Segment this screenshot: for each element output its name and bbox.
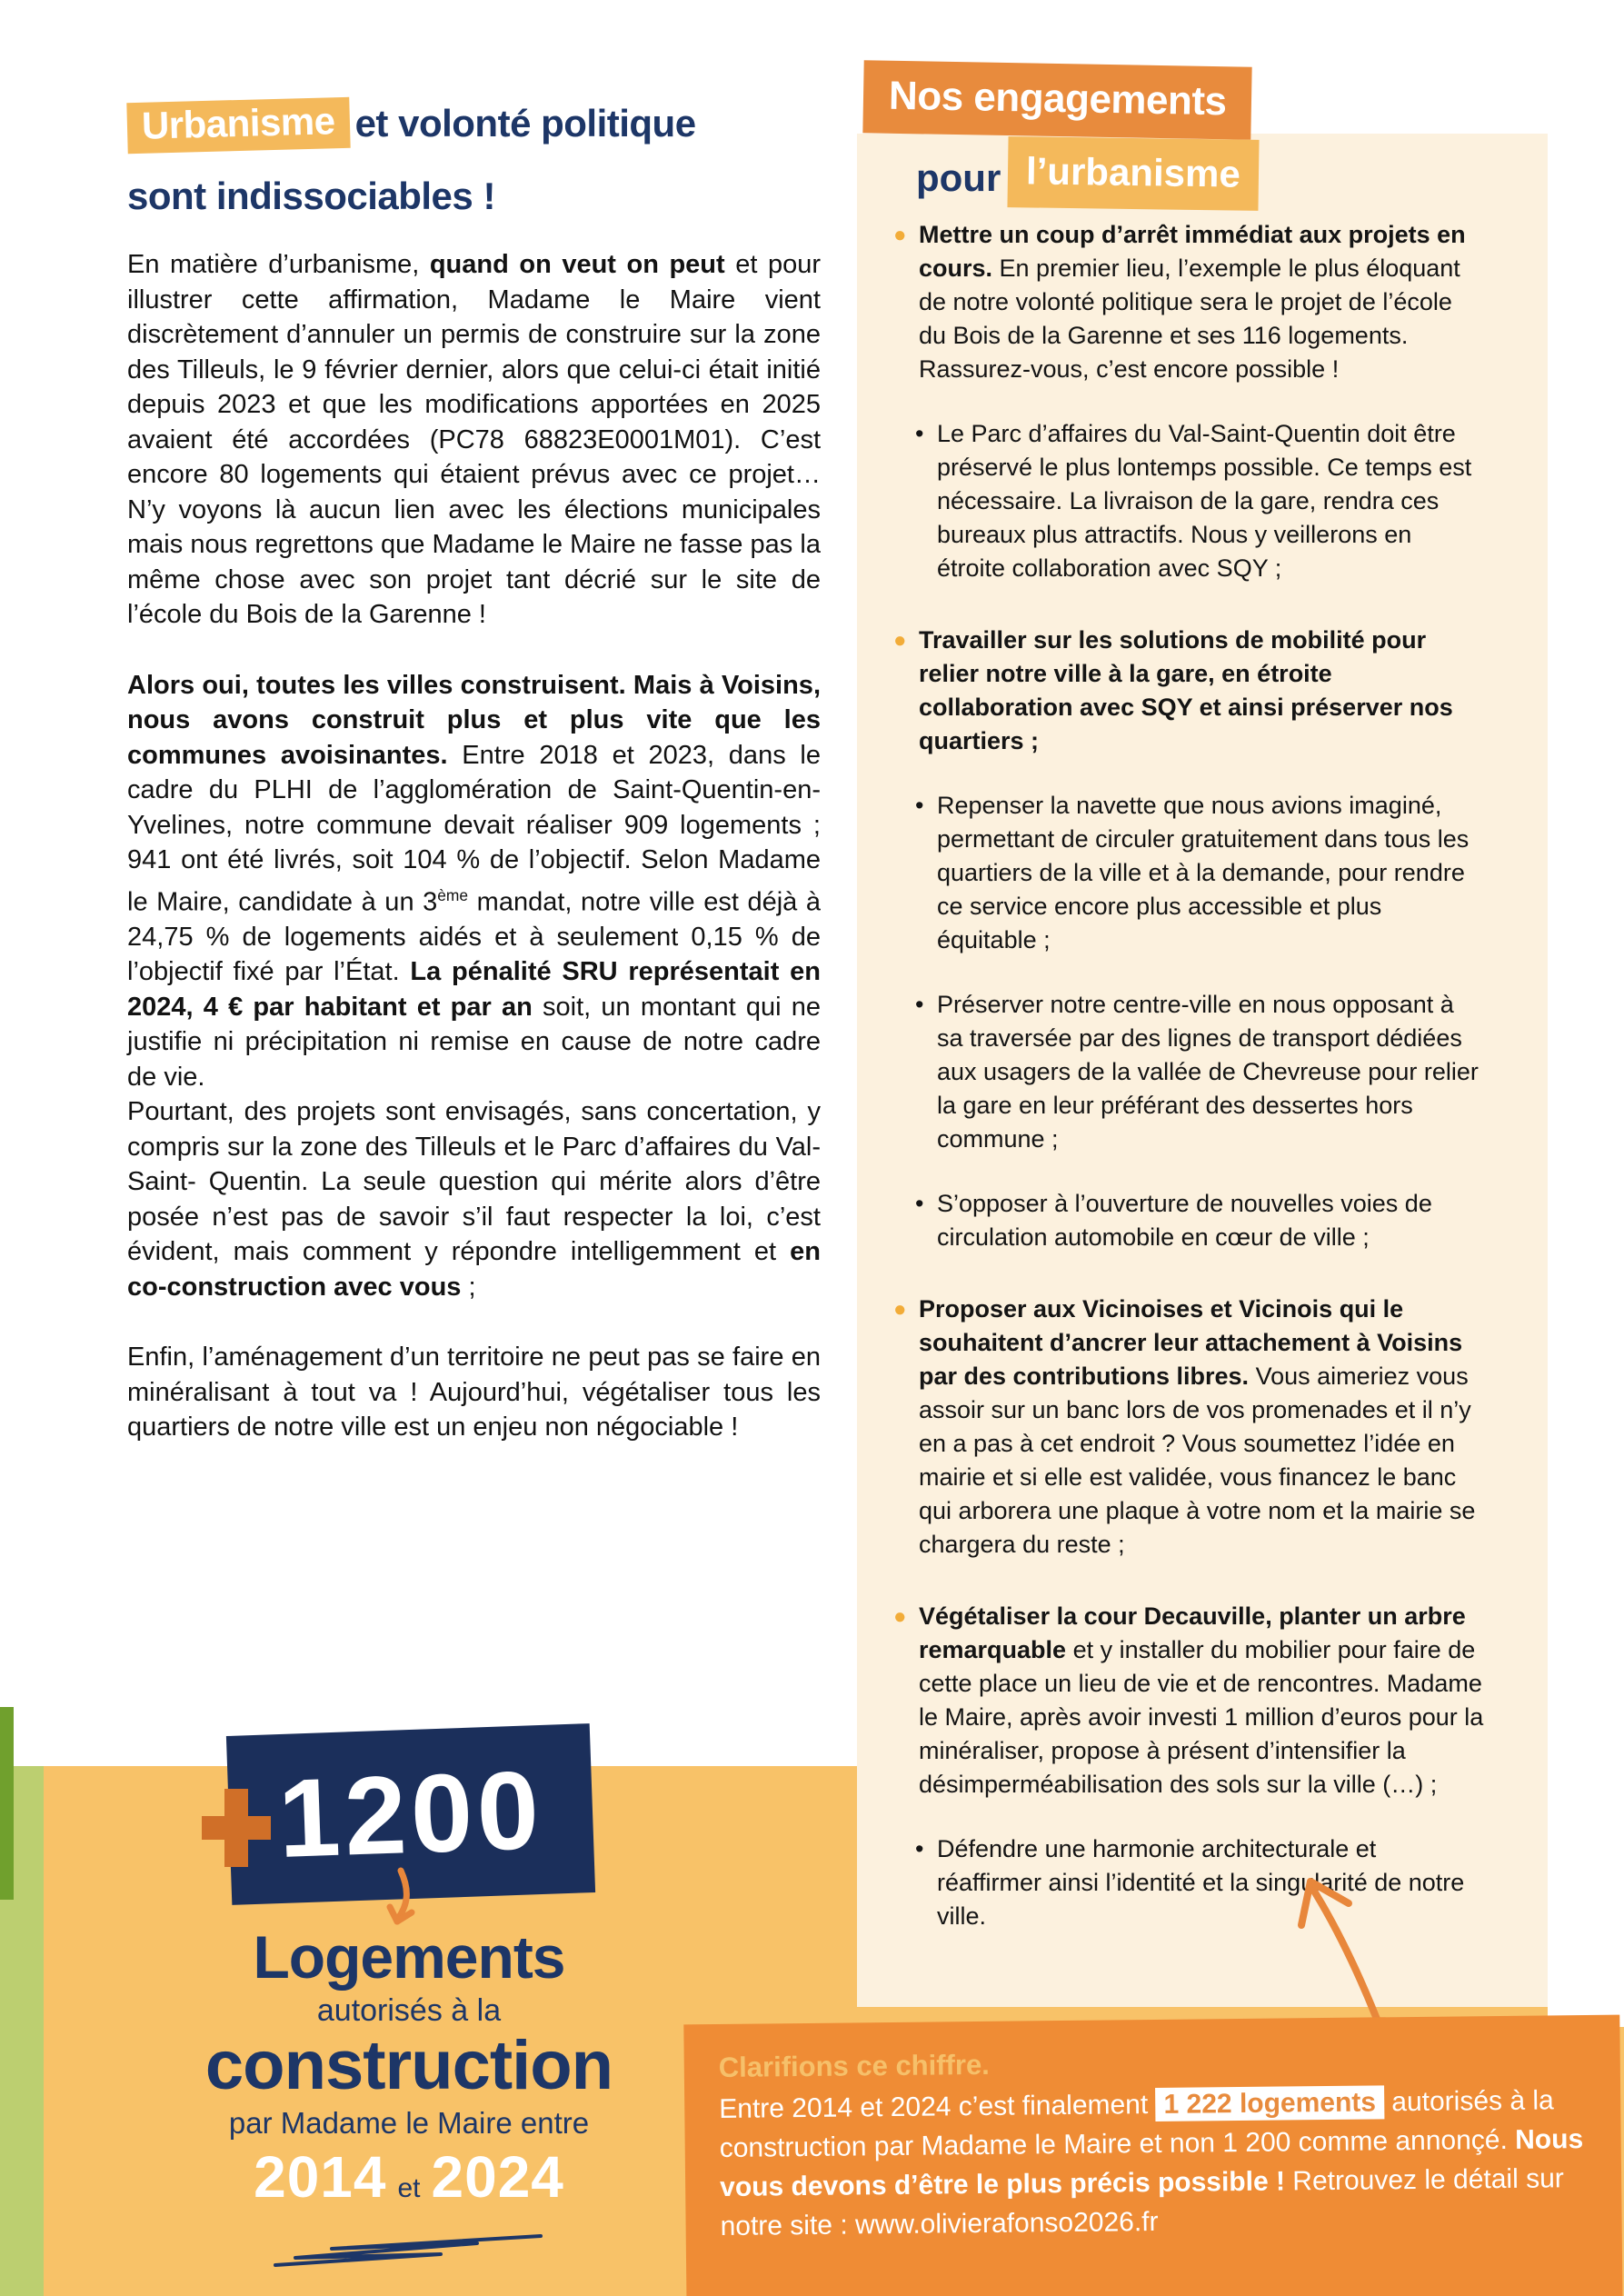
main-article (127, 87, 821, 1445)
text-run: Mettre un coup d’arrêt immédiat aux projets en cours. (919, 221, 1466, 282)
text-run: Entre 2018 et 2023, dans le cadre du PLHI de l’agglomération de Saint-Quentin-en-Yvelines, notre commune devait réaliser 909 logements ; 941 ont été livrés, soit 104 % de l’objectif. Selon Madame le Maire, candidate à un 3 (127, 740, 821, 917)
engagements-subtitle-highlight: l’urbanisme (1008, 136, 1260, 211)
bullet-icon: ● (893, 1604, 907, 1629)
text-run: ème (437, 885, 469, 904)
text-run: Enfin, l’aménagement d’un territoire ne peut pas se faire en minéralisant à tout va ! Aujourd’hui, végétaliser tous les quartiers de notre ville est un enjeu non négociable ! (127, 1343, 821, 1442)
engagement-item (895, 624, 1486, 758)
engagement-text (919, 221, 1466, 383)
text-run: La pénalité SRU représentait en 2024, 4 € par habitant et par an (127, 957, 821, 1022)
engagement-item (895, 1187, 1486, 1254)
text-run: en co-construction avec vous (127, 1237, 821, 1302)
stat-year-connector: et (397, 2173, 421, 2203)
text-run: Défendre une harmonie architecturale et réaffirmer ainsi l’identité et la singularité de notre ville. (937, 1835, 1465, 1930)
stat-years (109, 2145, 709, 2225)
stat-caption (109, 1925, 709, 2274)
text-run: Travailler sur les solutions de mobilité pour relier notre ville à la gare, en étroite collaboration avec SQY et ainsi préserver nos quartiers ; (919, 626, 1453, 754)
text-run: En premier lieu, l’exemple le plus éloquant de notre volonté politique sera le projet de l’école du Bois de la Garenne et ses 116 logements. Rassurez-vous, c’est encore possible ! (919, 255, 1460, 383)
engagement-text (937, 420, 1471, 582)
engagement-item (895, 789, 1486, 957)
dot-icon: • (915, 991, 924, 1018)
dot-icon: • (915, 792, 924, 819)
text-run: Retrouvez le détail sur notre site : www.olivierafonso2026.fr (720, 2163, 1564, 2241)
engagement-text (937, 991, 1479, 1153)
page-title (127, 87, 821, 233)
dot-icon: • (915, 1190, 924, 1217)
stat-year-start: 2014 (254, 2144, 387, 2210)
text-run: et pour illustrer cette affirmation, Madame le Maire vient discrètement d’annuler un permis de construire sur la zone des Tilleuls, le 9 février dernier, alors que celui-ci était initié depuis 2023 et que les modifications apportées en 2025 avaient été accordées (PC78 68823E0001M01). C’est encore 80 logements qui étaient prévus avec ce projet… N’y voyons là aucun lien avec les élections municipales mais nous regrettons que Madame le Maire ne fasse pas la même chose avec son projet tant décrié sur le site de l’école du Bois de la Garenne ! (127, 250, 821, 629)
stat-label-autorises: autorisés à la (316, 1993, 502, 2028)
engagement-text (919, 1295, 1475, 1558)
arrow-down-icon (386, 1867, 426, 1932)
engagement-text (937, 792, 1469, 953)
text-run: Le Parc d’affaires du Val-Saint-Quentin doit être préservé le plus lontemps possible. Ce temps est nécessaire. La livraison de la gare, rendra ces bureaux plus attractifs. Nous y veillerons en étroite collaboration avec SQY ; (937, 420, 1472, 582)
text-run: Alors oui, toutes les villes construisent. Mais à Voisins, nous avons construit plus et plus vite que les communes avoisinantes. (127, 670, 821, 770)
engagement-text (919, 1602, 1483, 1798)
clarification-text (719, 2081, 1588, 2246)
green-accent-bar (0, 1707, 14, 1900)
text-run: Vous aimeriez vous assoir sur un banc lors de vos promenades et il n’y en a pas à cet endroit ? Vous soumettez l’idée en mairie et si elle est validée, vous financez le banc qui arborera une plaque à votre nom et la mairie se chargera du reste ; (919, 1363, 1476, 1558)
text-run: Proposer aux Vicinoises et Vicinois qui le souhaitent d’ancrer leur attachement à Voisins par des contributions libres. (919, 1295, 1463, 1390)
engagements-subtitle (916, 138, 1259, 209)
engagement-item (895, 417, 1486, 585)
paragraph (127, 1094, 821, 1304)
engagement-item (895, 1293, 1486, 1562)
engagement-item (895, 988, 1486, 1156)
text-run: mandat, notre ville est déjà à 24,75 % de logements aidés et à seulement 0,15 % de l’objectif fixé par l’État. (127, 887, 821, 987)
bullet-icon: ● (893, 1297, 907, 1322)
bullet-icon: ● (893, 223, 907, 247)
text-run: Nous vous devons d’être le plus précis possible ! (720, 2124, 1584, 2202)
text-run: S’opposer à l’ouverture de nouvelles voies de circulation automobile en cœur de ville ; (937, 1190, 1432, 1251)
paragraph (127, 668, 821, 1095)
dot-icon: • (915, 420, 924, 447)
stat-year-end: 2024 (431, 2144, 564, 2210)
text-run: En matière d’urbanisme, (127, 250, 430, 279)
clarification-title: Clarifions ce chiffre. (718, 2048, 990, 2084)
underline-scribble-icon (268, 2229, 550, 2274)
stat-number: 1200 (276, 1747, 545, 1882)
engagement-text (937, 1190, 1432, 1251)
plus-icon (202, 1789, 271, 1867)
page-title-line1 (127, 87, 821, 160)
paragraph (127, 247, 821, 633)
bullet-icon: ● (893, 628, 907, 653)
engagement-item (895, 218, 1486, 386)
text-run: Préserver notre centre-ville en nous opposant à sa traversée par des lignes de transport dédiées aux usagers de la vallée de Chevreuse pour relier la gare en leur préférant des dessertes hors commune ; (937, 991, 1479, 1153)
engagements-list (895, 218, 1486, 1933)
left-paragraphs (127, 247, 821, 1445)
stat-label-logements: Logements (253, 1923, 565, 1991)
engagements-subtitle-pour: pour (916, 156, 1001, 199)
stat-label-construction: construction (204, 2027, 613, 2104)
paragraph (127, 1340, 821, 1445)
engagement-item (895, 1600, 1486, 1802)
text-run: 1 222 logements (1155, 2085, 1384, 2121)
engagements-title: Nos engagements (862, 60, 1252, 139)
title-rest: et volonté politique (354, 102, 696, 145)
clarification-box (683, 2015, 1622, 2296)
engagement-text (919, 626, 1453, 754)
text-run: Pourtant, des projets sont envisagés, sans concertation, y compris sur la zone des Tilleuls et le Parc d’affaires du Val-Saint- Quentin. La seule question qui mérite alors d’être posée n’est pas de savoir s’il faut respecter la loi, c’est évident, mais comment y répondre intelligemment et (127, 1097, 821, 1267)
stat-label-par-madame: par Madame le Maire entre (228, 2106, 590, 2140)
text-run: quand on veut on peut (429, 250, 725, 279)
text-run: et y installer du mobilier pour faire de cette place un lieu de vie et de rencontres. Madame le Maire, après avoir investi 1 million d’euros pour la minéraliser, propose à présent d’intensifier la désimperméabilisation des sols sur la ville (…) ; (919, 1636, 1484, 1798)
dot-icon: • (915, 1835, 924, 1862)
title-highlight: Urbanisme (126, 97, 350, 155)
text-run: Entre 2014 et 2024 c’est finalement (719, 2089, 1156, 2124)
text-run: autorisés à la construction par Madame le Maire et non 1 200 comme annonçé. (719, 2085, 1554, 2163)
text-run: ; (461, 1272, 476, 1302)
text-run: soit, un montant qui ne justifie ni précipitation ni remise en cause de notre cadre de vie. (127, 992, 821, 1092)
page-title-line2: sont indissociables ! (127, 175, 495, 217)
text-run: Végétaliser la cour Decauville, planter un arbre remarquable (919, 1602, 1466, 1663)
right-margin (1548, 0, 1624, 2027)
text-run: Repenser la navette que nous avions imaginé, permettant de circuler gratuitement dans tous les quartiers de la ville et à la demande, pour rendre ce service encore plus accessible et plus équitable ; (937, 792, 1470, 953)
